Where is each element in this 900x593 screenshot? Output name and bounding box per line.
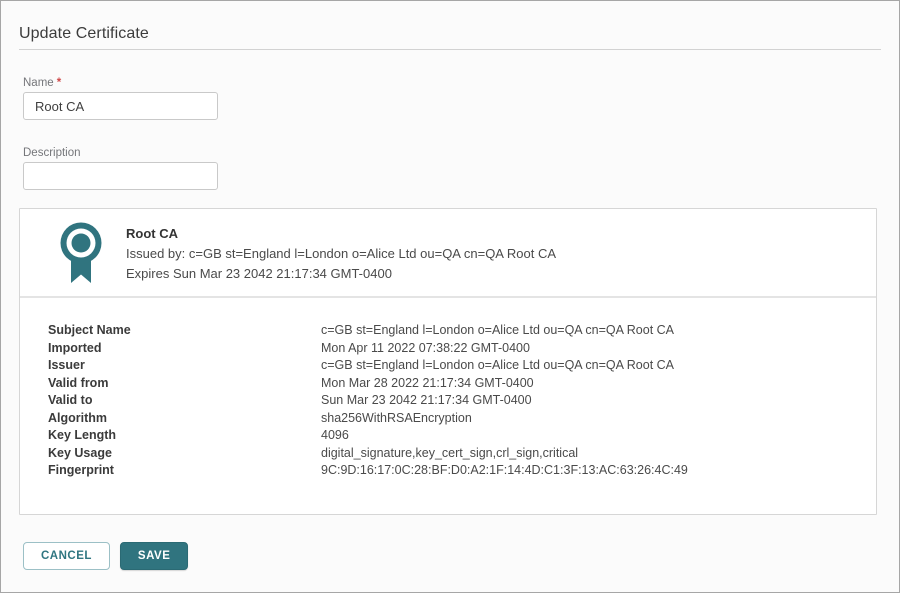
name-field: [23, 77, 881, 120]
certificate-ribbon-icon: [58, 222, 104, 284]
detail-value-key-length: 4096: [321, 428, 349, 442]
certificate-summary: [126, 222, 556, 284]
certificate-details-table: [20, 298, 876, 514]
certificate-expires: Expires Sun Mar 23 2042 21:17:34 GMT-0400: [126, 266, 392, 281]
detail-value-imported: Mon Apr 11 2022 07:38:22 GMT-0400: [321, 340, 530, 355]
detail-label-algorithm: Algorithm: [48, 410, 108, 425]
save-button[interactable]: SAVE: [120, 542, 188, 570]
description-label: Description: [23, 147, 81, 159]
detail-value-key-usage: digital_signature,key_cert_sign,crl_sign,critical: [321, 445, 579, 460]
name-label: [23, 77, 881, 89]
detail-value-issuer: c=GB st=England l=London o=Alice Ltd ou=QA cn=QA Root CA: [321, 358, 675, 372]
detail-label-subject-name: Subject Name: [48, 323, 131, 337]
detail-label-fingerprint: Fingerprint: [48, 463, 114, 477]
page-title: Update Certificate: [19, 25, 149, 42]
detail-value-subject-name: c=GB st=England l=London o=Alice Ltd ou=QA cn=QA Root CA: [321, 323, 675, 337]
detail-value-valid-to: Sun Mar 23 2042 21:17:34 GMT-0400: [321, 393, 532, 407]
action-bar: [23, 542, 881, 570]
detail-label-key-length: Key Length: [48, 428, 117, 442]
certificate-card-header: [20, 209, 876, 296]
title-divider: [19, 49, 881, 50]
detail-label-valid-from: Valid from: [48, 375, 109, 390]
detail-value-fingerprint: 9C:9D:16:17:0C:28:BF:D0:A2:1F:14:4D:C1:3F:13:AC:63:26:4C:49: [321, 463, 688, 477]
description-input[interactable]: [23, 162, 218, 190]
certificate-card: [19, 208, 877, 515]
detail-value-valid-from: Mon Mar 28 2022 21:17:34 GMT-0400: [321, 375, 534, 390]
detail-label-issuer: Issuer: [48, 358, 85, 372]
detail-label-imported: Imported: [48, 340, 102, 355]
name-label-text: Name: [23, 77, 54, 89]
description-field: [23, 147, 881, 190]
certificate-name: Root CA: [126, 226, 178, 241]
detail-label-key-usage: Key Usage: [48, 445, 112, 460]
detail-label-valid-to: Valid to: [48, 393, 93, 407]
cancel-button[interactable]: CANCEL: [23, 542, 110, 570]
name-input[interactable]: [23, 92, 218, 120]
required-asterisk: *: [56, 77, 62, 89]
detail-value-algorithm: sha256WithRSAEncryption: [321, 410, 472, 425]
certificate-issued-by: Issued by: c=GB st=England l=London o=Alice Ltd ou=QA cn=QA Root CA: [126, 246, 557, 261]
